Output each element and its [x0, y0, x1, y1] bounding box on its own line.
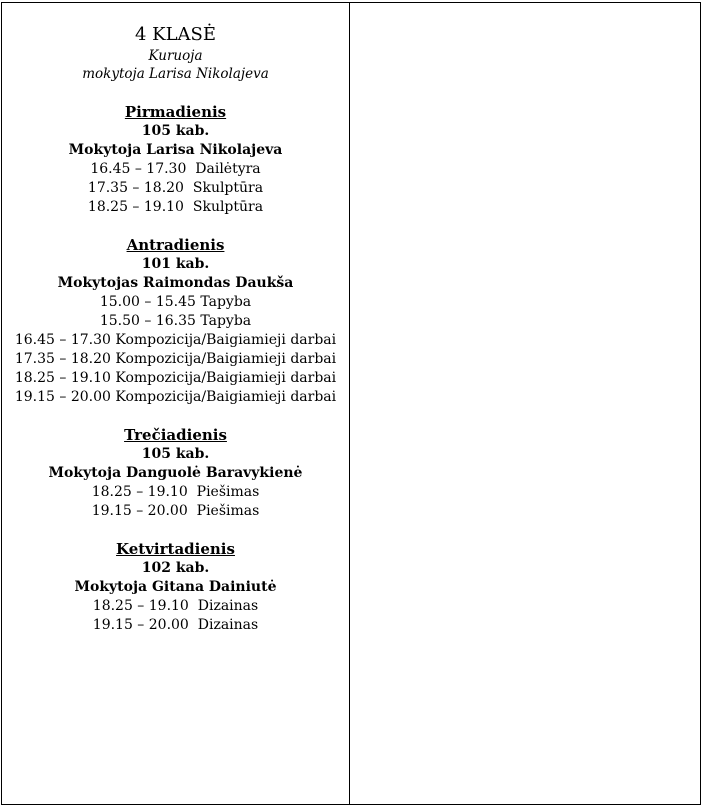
lesson-row: 16.45 – 17.30 Kompozicija/Baigiamieji darbai [14, 332, 337, 348]
lesson-row: 19.15 – 20.00 Piešimas [91, 503, 260, 519]
day-title: Ketvirtadienis [116, 540, 235, 558]
day-block-wednesday [2, 426, 349, 521]
lesson-row: 15.00 – 15.45 Tapyba [99, 294, 252, 310]
teacher-name: Mokytoja Gitana Dainiutė [74, 579, 277, 595]
teacher-name: Mokytoja Larisa Nikolajeva [68, 142, 283, 158]
day-block-monday [2, 103, 349, 217]
lesson-row: 18.25 – 19.10 Dizainas [92, 598, 259, 614]
room-label: 105 kab. [141, 123, 210, 139]
lesson-row: 18.25 – 19.10 Kompozicija/Baigiamieji darbai [14, 370, 337, 386]
lesson-row: 19.15 – 20.00 Kompozicija/Baigiamieji darbai [14, 389, 337, 405]
room-label: 102 kab. [141, 560, 210, 576]
lesson-row: 18.25 – 19.10 Piešimas [91, 484, 260, 500]
day-block-thursday [2, 540, 349, 635]
room-label: 101 kab. [141, 256, 210, 272]
lesson-row: 15.50 – 16.35 Tapyba [99, 313, 252, 329]
day-title: Trečiadienis [124, 426, 227, 444]
lesson-row: 18.25 – 19.10 Skulptūra [87, 199, 264, 215]
teacher-name: Mokytojas Raimondas Daukša [57, 275, 294, 291]
day-title: Pirmadienis [124, 103, 227, 121]
class-title: 4 KLASĖ [134, 24, 217, 45]
day-title: Antradienis [126, 236, 225, 254]
lesson-row: 17.35 – 18.20 Skulptūra [87, 180, 264, 196]
day-block-tuesday [2, 236, 349, 407]
lesson-row: 19.15 – 20.00 Dizainas [92, 617, 259, 633]
teacher-name: Mokytoja Danguolė Baravykienė [48, 465, 303, 481]
schedule-column-right [350, 3, 700, 804]
curator-label: Kuruoja [148, 48, 203, 64]
room-label: 105 kab. [141, 446, 210, 462]
schedule-table [1, 2, 701, 805]
lesson-row: 17.35 – 18.20 Kompozicija/Baigiamieji darbai [14, 351, 337, 367]
lesson-row: 16.45 – 17.30 Dailėtyra [90, 161, 261, 177]
schedule-column-left [2, 3, 350, 804]
curator-name: mokytoja Larisa Nikolajeva [82, 66, 269, 82]
